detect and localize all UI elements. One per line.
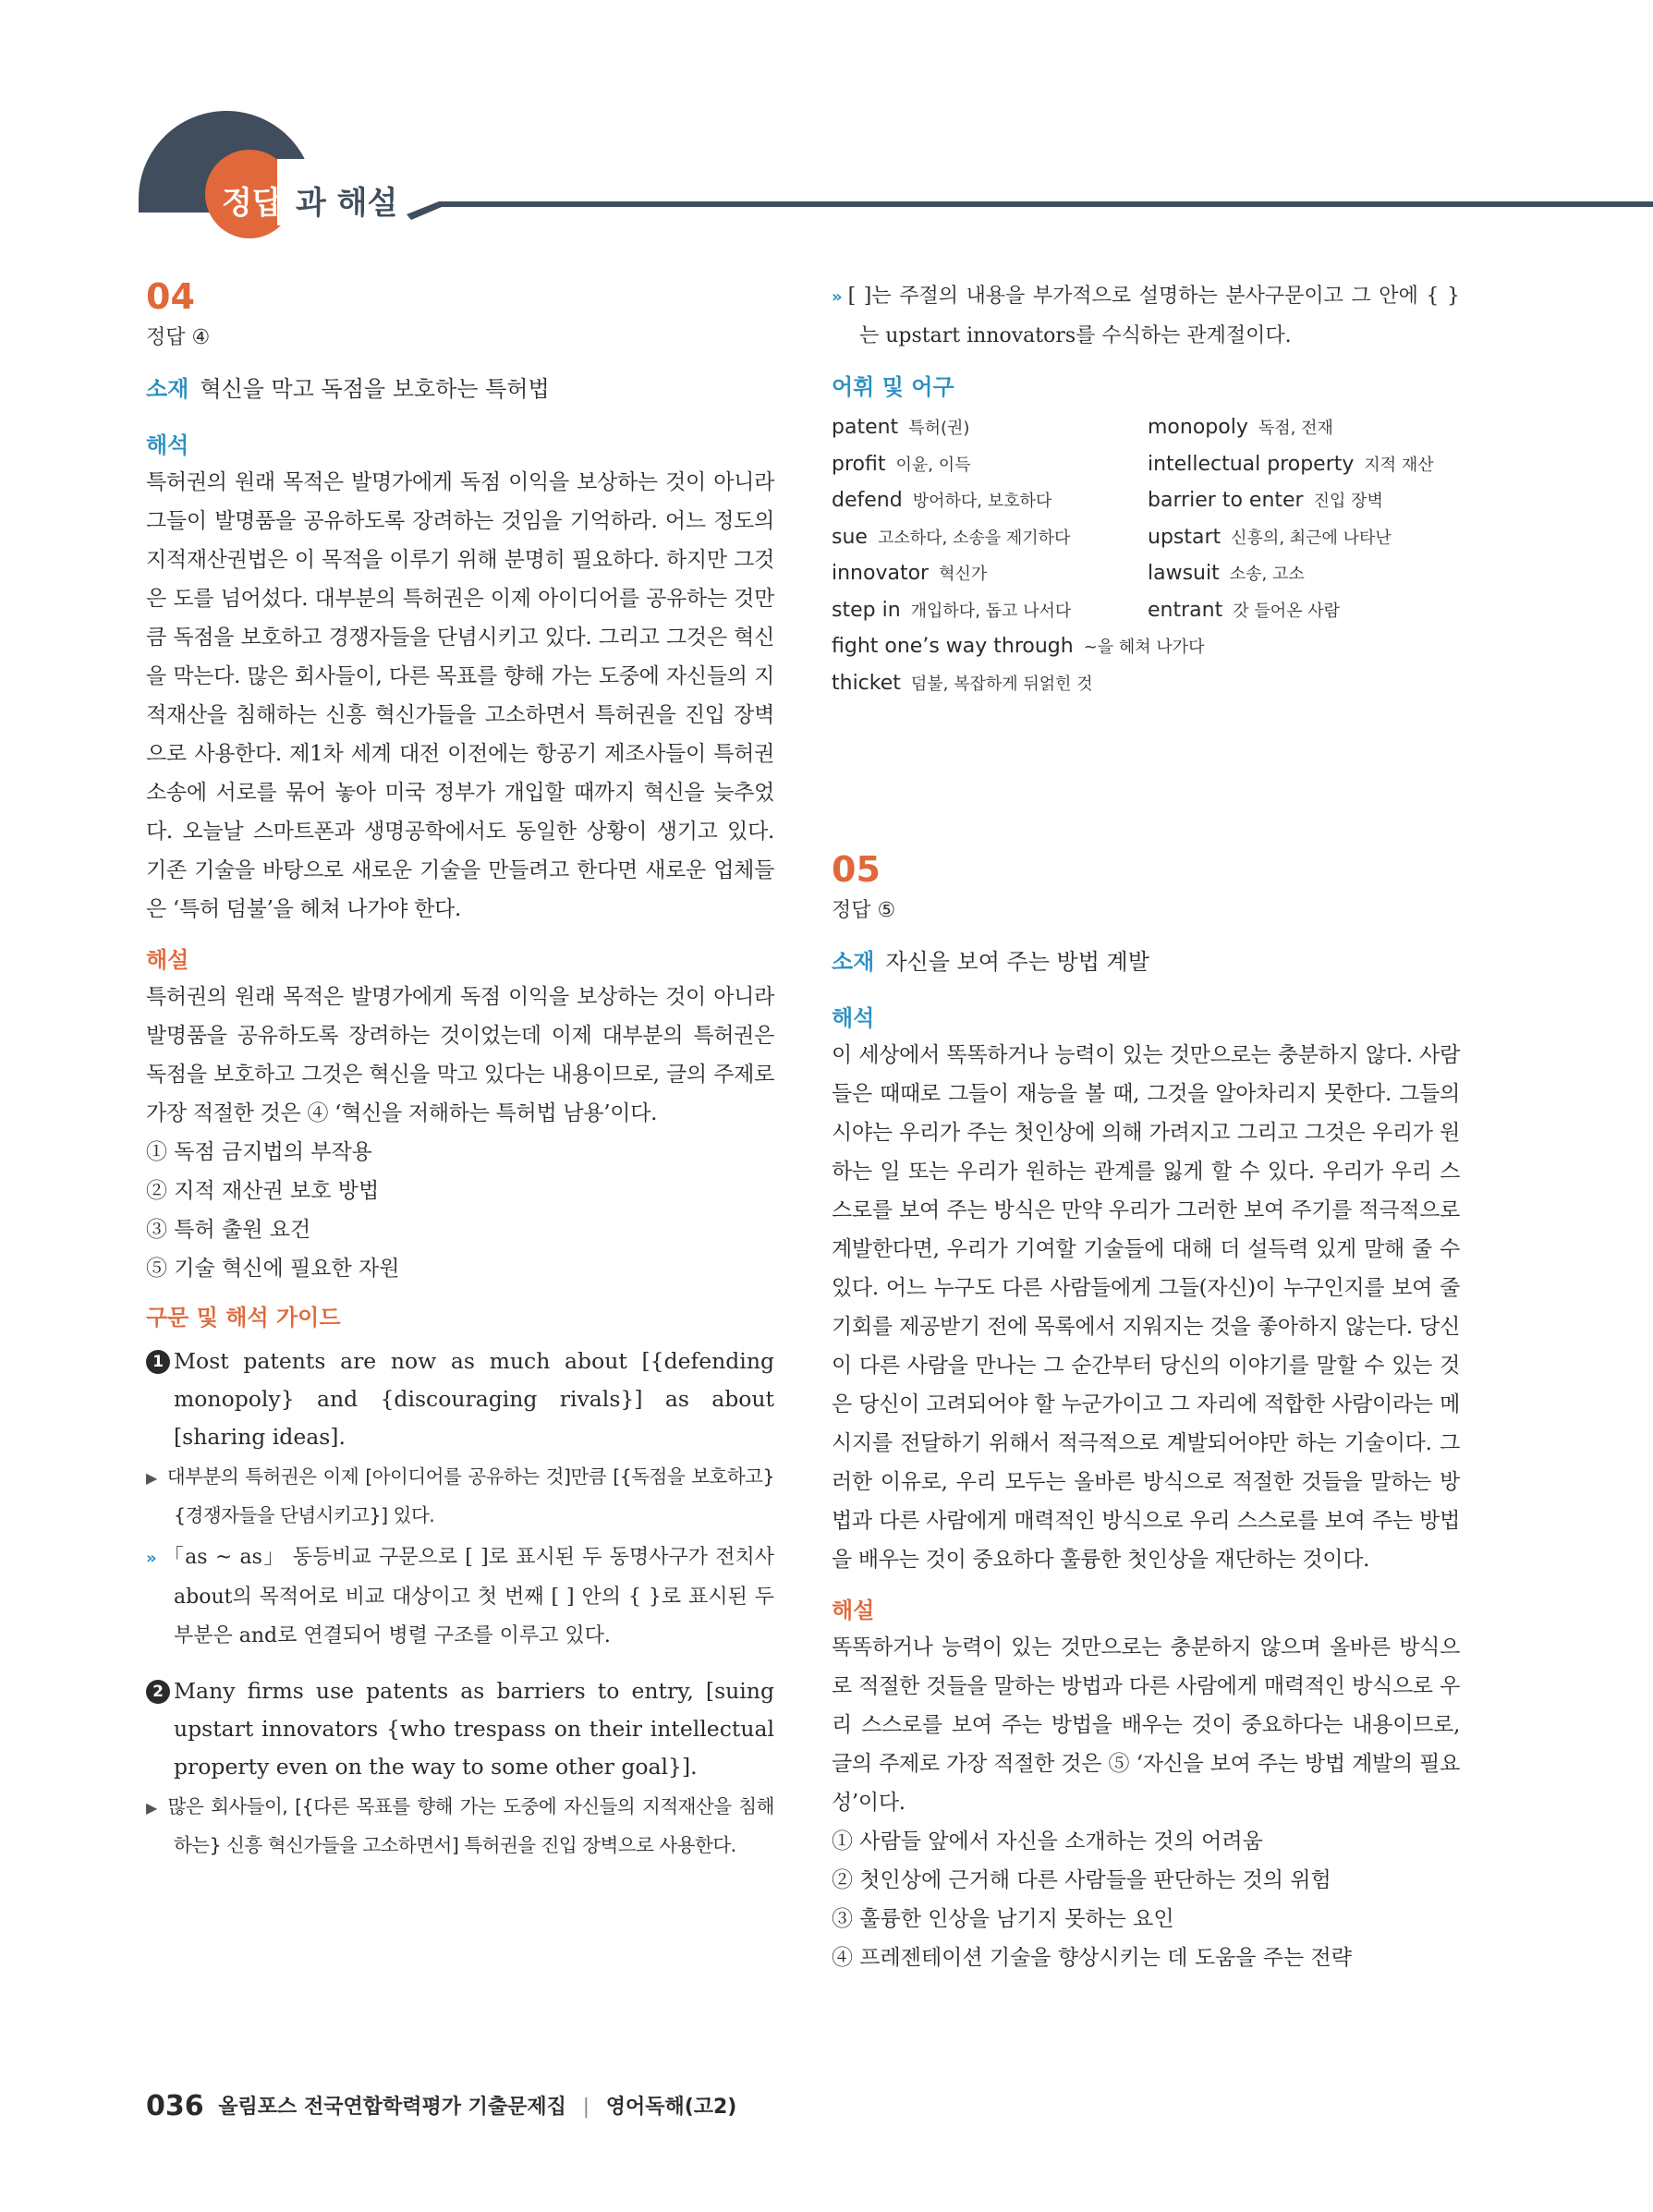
guide-translation-text: 많은 회사들이, [{다른 목표를 향해 가는 도중에 자신들의 지적재산을 침해하는} 신흥 혁신가들을 고소하면서] 특허권을 진입 장벽으로 사용한다. — [167, 1795, 774, 1856]
choice: ③ 훌륭한 인상을 남기지 못하는 요인 — [832, 1907, 1174, 1931]
vocab-item: sue 고소하다, 소송을 제기하다 — [832, 525, 1071, 549]
translation-text: 특허권의 원래 목적은 발명가에게 독점 이익을 보상하는 것이 아니라 그들이 발명품을 공유하도록 장려하는 것임을 기억하라. 어느 정도의 지적재산권법은 이 목적을 이루기 위해 분명히 필요하다. 하지만 그것은 도를 넘어섰다. 대부분의 특허권은 이제 아이디어를 공유하는 것만큼 독점을 보호하고 경쟁자들을 단념시키고 있다. 그리고 그것은 혁신을 막는다. 많은 회사들이, 다른 목표를 향해 가는 도중에 자신들의 지적재산을 침해하는 신흥 혁신가들을 고소하면서 특허권을 진입 장벽으로 사용한다. 제1차 세계 대전 이전에는 항공기 제조사들이 특허권 소송에 서로를 묶어 놓아 미국 정부가 개입할 때까지 혁신을 늦추었다. 오늘날 스마트폰과 생명공학에서도 동일한 상황이 생기고 있다. 기존 기술을 바탕으로 새로운 기술을 만들려고 한다면 새로운 업체들은 ‘특허 덤불’을 헤쳐 나가야 한다. — [146, 470, 774, 921]
explanation-heading: 해설 — [832, 1598, 875, 1623]
question-04 — [146, 277, 774, 1865]
topic-label: 소재 — [146, 376, 189, 402]
vocab-item: defend 방어하다, 보호하다 — [832, 489, 1052, 512]
header-title: 과 해설 — [296, 185, 398, 222]
vocab-item: lawsuit 소송, 고소 — [1148, 562, 1305, 585]
question-05 — [832, 850, 1460, 1977]
guide-translation — [146, 1788, 774, 1865]
guide-translation-text: 대부분의 특허권은 이제 [아이디어를 공유하는 것]만큼 [{독점을 보호하고} {경쟁자들을 단념시키고}] 있다. — [166, 1465, 775, 1526]
subject: 영어독해(고2) — [605, 2096, 737, 2119]
separator: | — [582, 2096, 590, 2119]
guide-sentence — [146, 1672, 774, 1786]
topic-label: 소재 — [832, 949, 875, 975]
page-number: 036 — [146, 2090, 204, 2122]
guide-note — [832, 277, 1460, 356]
explanation-text: 똑똑하거나 능력이 있는 것만으로는 충분하지 않으며 올바른 방식으로 적절한 것들을 말하는 방법과 다른 사람에게 매력적인 방식으로 우리 스스로를 보여 주는 방법을 배우는 것이 중요하다는 내용이므로, 글의 주제로 가장 적절한 것은 ⑤ ‘자신을 보여 주는 방법 계발의 필요성’이다. — [832, 1635, 1460, 1815]
question-number: 04 — [146, 276, 195, 317]
publisher: 올림포스 — [218, 2096, 298, 2119]
number-badge: 1 — [146, 1350, 170, 1374]
double-arrow-icon: » — [832, 287, 843, 307]
book-title: 전국연합학력평가 기출문제집 — [303, 2096, 566, 2119]
vocab-item: upstart 신흥의, 최근에 나타난 — [1148, 525, 1392, 549]
page-footer — [146, 2090, 736, 2122]
answer: 정답 ④ — [146, 326, 211, 349]
explanation-text: 특허권의 원래 목적은 발명가에게 독점 이익을 보상하는 것이 아니라 발명품을 공유하도록 장려하는 것이었는데 이제 대부분의 특허권은 독점을 보호하고 그것은 혁신을 막고 있다는 내용이므로, 글의 주제로 가장 적절한 것은 ④ ‘혁신을 저해하는 특허법 남용’이다. — [146, 985, 774, 1125]
choice: ③ 특허 출원 요건 — [146, 1218, 311, 1242]
choice: ② 지적 재산권 보호 방법 — [146, 1179, 380, 1203]
header-badge: 정답 — [222, 185, 283, 222]
guide-sentence-text: Many firms use patents as barriers to entry, [suing upstart innovators {who trespass on their intellectual property even on the way to some other goal}]. — [174, 1678, 774, 1780]
vocab-item: monopoly 독점, 전재 — [1148, 416, 1333, 439]
guide-heading: 구문 및 해석 가이드 — [146, 1305, 341, 1331]
vocab-list — [832, 410, 1460, 702]
guide-note — [146, 1538, 774, 1656]
choice: ② 첫인상에 근거해 다른 사람들을 판단하는 것의 위험 — [832, 1868, 1331, 1892]
number-badge: 2 — [146, 1680, 170, 1704]
vocab-item: patent 특허(권) — [832, 416, 970, 439]
guide-sentence-text: Most patents are now as much about [{defending monopoly} and {discouraging rivals}] as about [sharing ideas]. — [174, 1348, 774, 1450]
explanation-heading: 해설 — [146, 947, 189, 973]
answer: 정답 ⑤ — [832, 899, 896, 922]
topic-text: 자신을 보여 주는 방법 계발 — [885, 949, 1149, 975]
vocab-item: fight one’s way through ~을 헤쳐 나가다 — [832, 635, 1205, 658]
guide-sentence — [146, 1343, 774, 1456]
page-header — [0, 0, 1653, 240]
guide-note-text: [ ]는 주절의 내용을 부가적으로 설명하는 분사구문이고 그 안에 { }는 upstart innovators를 수식하는 관계절이다. — [847, 285, 1460, 347]
question-number: 05 — [832, 849, 881, 890]
choice: ① 사람들 앞에서 자신을 소개하는 것의 어려움 — [832, 1829, 1263, 1853]
vocab-item: profit 이윤, 이득 — [832, 452, 971, 476]
choice: ④ 프레젠테이션 기술을 향상시키는 데 도움을 주는 전략 — [832, 1946, 1352, 1970]
translation-heading: 해석 — [146, 432, 189, 458]
guide-note-text: 「as ~ as」 동등비교 구문으로 [ ]로 표시된 두 동명사구가 전치사 about의 목적어로 비교 대상이고 첫 번째 [ ] 안의 { }로 표시된 두 부분은 and로 연결되어 병렬 구조를 이루고 있다. — [162, 1546, 774, 1647]
topic-text: 혁신을 막고 독점을 보호하는 특허법 — [200, 376, 550, 402]
vocab-item: intellectual property 지적 재산 — [1148, 452, 1434, 476]
topic — [146, 371, 774, 403]
double-arrow-icon: » — [146, 1549, 157, 1568]
choice: ① 독점 금지법의 부작용 — [146, 1140, 372, 1164]
vocab-item: thicket 덤불, 복잡하게 뒤얽힌 것 — [832, 671, 1093, 695]
triangle-icon: ▶ — [146, 1799, 159, 1817]
translation-text: 이 세상에서 똑똑하거나 능력이 있는 것만으로는 충분하지 않다. 사람들은 때때로 그들이 재능을 볼 때, 그것을 알아차리지 못한다. 그들의 시야는 우리가 주는 첫인상에 의해 가려지고 그리고 그것은 우리가 원하는 일 또는 우리가 원하는 관계를 잃게 할 수 있다. 우리가 우리 스스로를 보여 주는 방식은 만약 우리가 그러한 보여 주기를 적극적으로 계발한다면, 우리가 기여할 기술들에 대해 더 설득력 있게 말해 줄 수 있다. 어느 누구도 다른 사람들에게 그들(자신)이 누구인지를 보여 줄 기회를 제공받기 전에 목록에서 지워지는 것을 좋아하지 않는다. 당신이 다른 사람을 만나는 그 순간부터 당신의 이야기를 말할 수 있는 것은 당신이 고려되어야 할 누군가이고 그 자리에 적합한 사람이라는 메시지를 전달하기 위해서 적극적으로 계발되어야만 하는 기술이다. 그러한 이유로, 우리 모두는 올바른 방식으로 적절한 것들을 말하는 방법과 다른 사람에게 매력적인 방식으로 우리 스스로를 보여 주는 방법을 배우는 것이 중요하다 훌륭한 첫인상을 재단하는 것이다. — [832, 1043, 1460, 1572]
vocab-item: step in 개입하다, 돕고 나서다 — [832, 598, 1072, 622]
topic — [832, 943, 1460, 976]
translation-heading: 해석 — [832, 1005, 875, 1031]
right-column — [832, 277, 1460, 1970]
vocab-item: innovator 혁신가 — [832, 562, 988, 585]
triangle-icon: ▶ — [146, 1469, 158, 1487]
vocab-item: entrant 갓 들어온 사람 — [1148, 598, 1340, 622]
vocab-heading: 어휘 및 어구 — [832, 374, 954, 400]
vocab-item: barrier to enter 진입 장벽 — [1148, 489, 1383, 512]
choice: ⑤ 기술 혁신에 필요한 자원 — [146, 1257, 400, 1281]
guide-translation — [146, 1458, 774, 1535]
